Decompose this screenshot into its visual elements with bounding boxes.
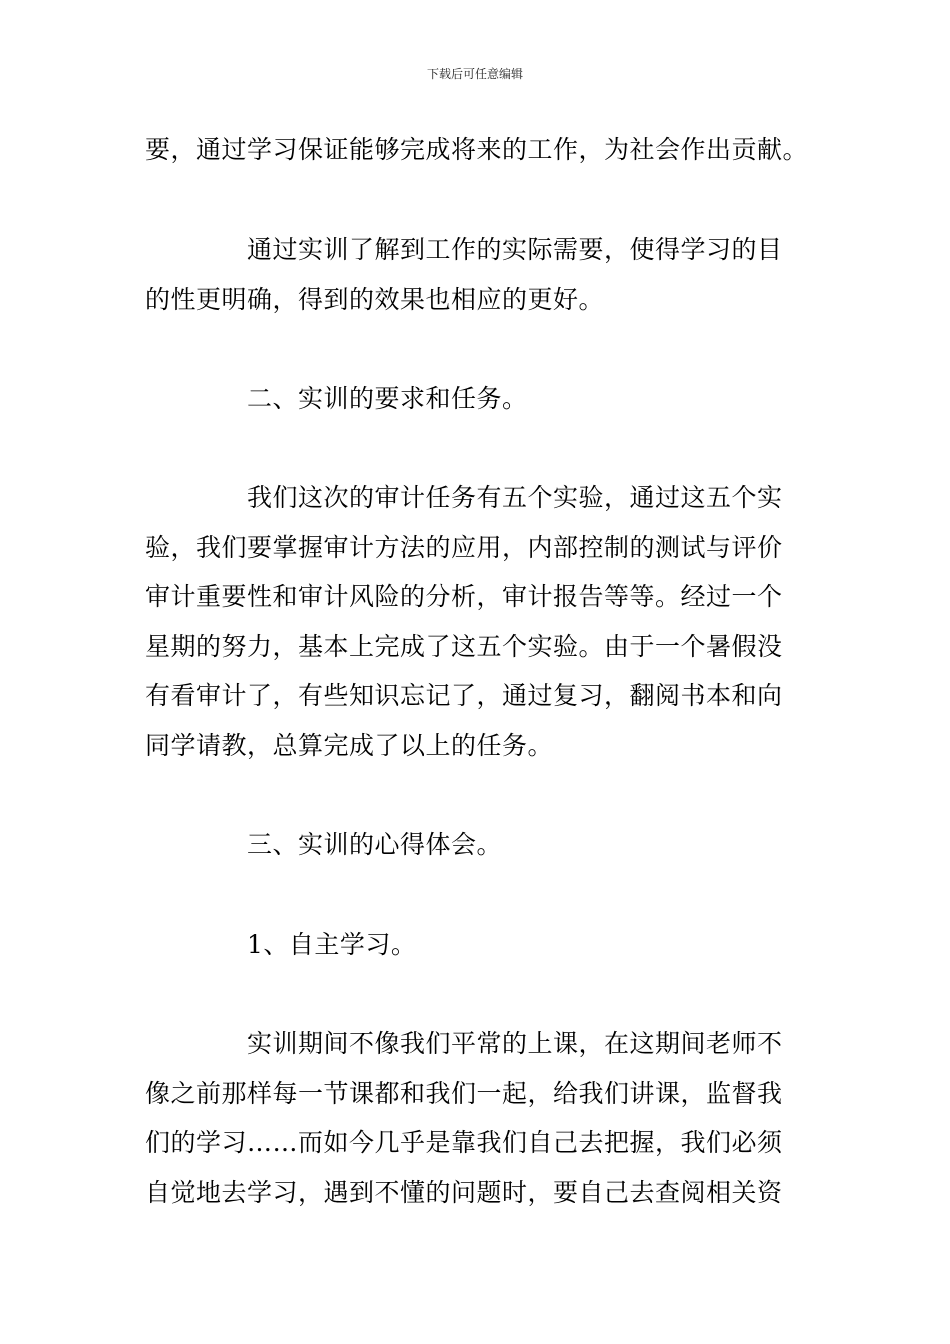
paragraph-line: 自觉地去学习，遇到不懂的问题时，要自己去查阅相关资 <box>145 1178 783 1207</box>
paragraph-line: 有看审计了，有些知识忘记了，通过复习，翻阅书本和向 <box>145 681 783 710</box>
paragraph-line: 审计重要性和审计风险的分析，审计报告等等。经过一个 <box>145 582 783 611</box>
paragraph-line: 们的学习……而如今几乎是靠我们自己去把握，我们必须 <box>145 1128 783 1157</box>
paragraph-line: 同学请教，总算完成了以上的任务。 <box>145 731 554 760</box>
paragraph-line: 验，我们要掌握审计方法的应用，内部控制的测试与评价 <box>145 533 783 562</box>
paragraph-line: 像之前那样每一节课都和我们一起，给我们讲课，监督我 <box>145 1079 783 1108</box>
subsection-heading: 1、自主学习。 <box>247 930 417 959</box>
paragraph-line: 要，通过学习保证能够完成将来的工作，为社会作出贡献。 <box>145 135 809 164</box>
paragraph-line: 实训期间不像我们平常的上课，在这期间老师不 <box>247 1029 783 1058</box>
paragraph-line: 通过实训了解到工作的实际需要，使得学习的目 <box>247 235 783 264</box>
section-heading: 三、实训的心得体会。 <box>247 830 503 859</box>
paragraph-line: 星期的努力，基本上完成了这五个实验。由于一个暑假没 <box>145 632 783 661</box>
header-note: 下载后可任意编辑 <box>426 67 523 81</box>
paragraph-line: 的性更明确，得到的效果也相应的更好。 <box>145 285 605 314</box>
paragraph-line: 我们这次的审计任务有五个实验，通过这五个实 <box>247 483 783 512</box>
section-heading: 二、实训的要求和任务。 <box>247 384 528 413</box>
